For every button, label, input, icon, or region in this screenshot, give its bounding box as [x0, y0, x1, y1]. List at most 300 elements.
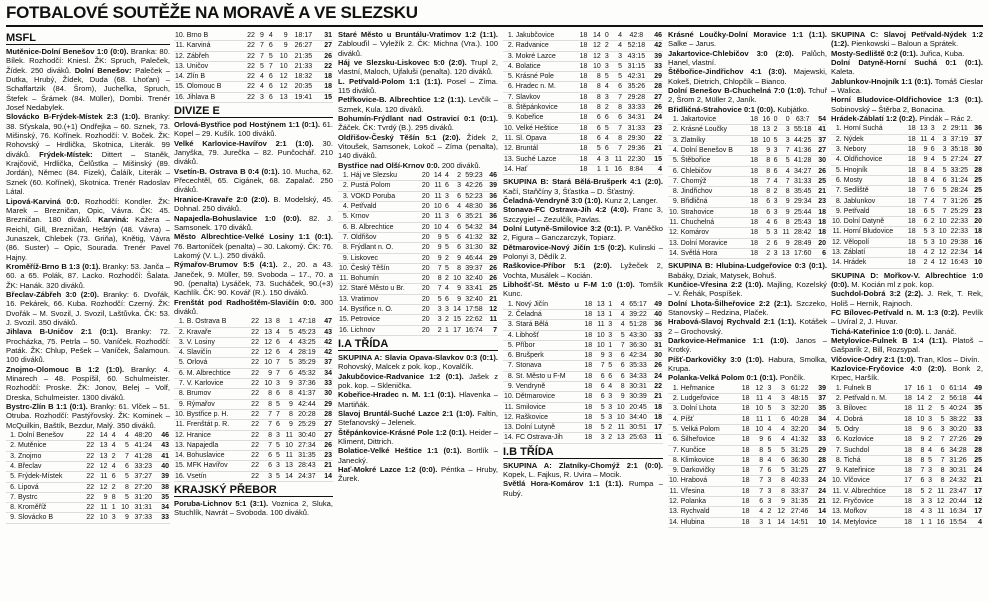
cell-rank: 6. [831, 175, 843, 185]
cell-score: 52:18 [623, 41, 650, 51]
cell-points: 21 [813, 496, 827, 506]
table-row [174, 358, 333, 368]
cell-score: 28:19 [294, 348, 320, 358]
cell-points: 10 [971, 258, 983, 268]
match-report: Tichá-Kateřinice 1:0 (0:0). L. Janáč. [831, 326, 957, 336]
cell-played: 18 [581, 433, 593, 443]
cell-losses: 5 [117, 441, 130, 451]
cell-points: 39 [157, 472, 170, 482]
cell-draws: 4 [265, 31, 274, 41]
table-row [668, 424, 827, 434]
cell-played: 22 [247, 440, 260, 450]
cell-draws: 3 [925, 466, 933, 476]
cell-team: Stonava [515, 361, 581, 371]
standings-table [668, 115, 827, 259]
match-report: Hranice-Kravaře 2:0 (2:0). B. Modelský, 45. Dohnal. 250 diváků. [174, 194, 333, 214]
cell-points: 22 [318, 61, 333, 71]
cell-rank: 3. [338, 191, 350, 201]
cell-score: 35:26 [623, 82, 650, 92]
cell-score: 33:33 [623, 103, 650, 113]
cell-points: 11 [486, 315, 498, 325]
cell-rank: 11. [832, 228, 842, 236]
cell-draws: 3 [273, 379, 281, 389]
cell-score: 18:32 [289, 72, 319, 82]
match-reports [6, 47, 170, 430]
table-row [668, 135, 827, 145]
cell-played: 18 [737, 476, 751, 486]
cell-rank: 3. [503, 51, 515, 61]
cell-points: 21 [320, 461, 333, 471]
cell-played: 18 [575, 72, 588, 82]
cell-team: Mořkov [843, 507, 901, 517]
match-report: Píšť-Darkovičky 3:0 (1:0). Habura, Smolka, Krupa. [668, 354, 827, 374]
cell-played: 18 [581, 361, 593, 371]
cell-losses: 8 [778, 187, 790, 197]
cell-played: 18 [905, 155, 917, 165]
cell-rank: 4. [6, 461, 17, 471]
cell-points: 23 [320, 451, 333, 461]
table-row [831, 404, 983, 414]
table-row [831, 186, 983, 196]
cell-wins: 6 [260, 461, 273, 471]
cell-team: Štěpánkovice [515, 103, 575, 113]
cell-score: 8:84 [623, 164, 650, 174]
cell-wins: 7 [593, 361, 605, 371]
cell-score: 34:40 [626, 412, 651, 422]
cell-losses: 4 [450, 202, 462, 212]
cell-team: Frýdlant n. O. [350, 243, 419, 253]
cell-team: Ludgeřovice [680, 394, 737, 404]
match-report: Libhošť-St. Město u F-M 1:0 (1:0). Tomšík Kunc. [503, 279, 663, 299]
cell-rank: 13. [669, 239, 679, 247]
cell-points: 42 [650, 41, 663, 51]
cell-rank: 7. [831, 186, 843, 196]
cell-score: 32:40 [462, 274, 486, 284]
cell-losses: 12 [274, 82, 289, 92]
table-row [6, 472, 170, 482]
cell-score: 35:29 [294, 358, 320, 368]
table-row [174, 317, 333, 327]
cell-rank: 10. [504, 124, 514, 132]
table-row [831, 424, 983, 434]
cell-draws: 5 [273, 471, 281, 481]
cell-played: 18 [747, 166, 759, 176]
match-report: Kunčice-Vřesina 2:2 (1:0). Majling, Kozelský – V. Řehák, Pospíšek. [668, 279, 827, 299]
table-row [831, 414, 983, 424]
cell-rank: 10. [832, 477, 842, 485]
cell-rank: 10. [175, 32, 185, 39]
table-row [831, 175, 983, 185]
cell-draws: 4 [764, 424, 772, 434]
cell-rank: 1. [503, 31, 515, 41]
cell-draws: 5 [602, 72, 610, 82]
cell-points: 28 [813, 455, 827, 465]
cell-points: 30 [650, 351, 663, 361]
cell-score: 41:32 [462, 232, 486, 242]
cell-draws: 5 [764, 445, 772, 455]
cell-rank: 7. [503, 92, 515, 102]
table-row [831, 217, 983, 227]
cell-draws: 3 [925, 414, 933, 424]
cell-team: Strahovice [680, 207, 747, 217]
cell-score: 22:33 [947, 217, 971, 227]
match-report: Orlová-Bystřice pod Hostýnem 1:1 (0:1). 61. Kopel – 29. Kušík. 100 diváků. [174, 120, 333, 139]
cell-points: 27 [813, 466, 827, 476]
cell-points: 27 [318, 41, 333, 51]
cell-rank: 6. [668, 166, 680, 176]
cell-score: 28:49 [791, 238, 815, 248]
cell-points: 37 [320, 358, 333, 368]
cell-wins: 11 [750, 414, 764, 424]
cell-draws: 3 [764, 384, 772, 394]
cell-team: Komárov [680, 228, 747, 238]
cell-draws: 1 [602, 164, 610, 174]
cell-played: 18 [905, 227, 917, 237]
table-row [338, 202, 498, 212]
cell-score: 48:30 [462, 202, 486, 212]
cell-team: Bystřice p. H. [186, 409, 247, 419]
cell-points: 25 [971, 196, 983, 206]
match-reports [174, 120, 333, 316]
cell-team: Hlubina [680, 517, 737, 527]
cell-team: Libhošť [515, 330, 581, 340]
cell-draws: 3 [602, 154, 610, 164]
cell-rank: 7. [6, 492, 17, 502]
cell-rank: 12. [339, 285, 349, 293]
match-report: Velké Karlovice-Havířov 2:1 (1:0). 30. Janyška, 79. Jurečka – 82. Punčochář. 210 diváků. [174, 138, 333, 167]
cell-played: 18 [575, 164, 588, 174]
cell-draws: 6 [929, 186, 936, 196]
cell-draws: 2 [443, 315, 450, 325]
cell-points: 24 [813, 476, 827, 486]
match-report: Bystrc-Zlín B 1:1 (0:1). Branky: 61. Vlček – 51. Otruba. Rozhodčí: Pastýřovský. ŽK: Kominek – McQuilkin, Baštík, Bezdur, Malý. 350 diváků. [6, 402, 170, 430]
cell-rank: 1. [831, 124, 843, 134]
table-row [503, 340, 663, 350]
cell-draws: 3 [929, 237, 936, 247]
table-row [338, 222, 498, 232]
table-row [831, 134, 983, 144]
cell-rank: 14. [669, 518, 679, 526]
cell-wins: 7 [256, 51, 265, 61]
cell-played: 20 [419, 171, 431, 181]
standings-table [831, 384, 983, 528]
cell-draws: 3 [273, 430, 281, 440]
cell-played: 18 [747, 145, 759, 155]
cell-draws: 4 [602, 82, 610, 92]
cell-played: 18 [900, 496, 913, 506]
cell-losses: 7 [936, 206, 948, 216]
cell-losses: 8 [281, 409, 294, 419]
cell-played: 18 [900, 486, 913, 496]
cell-wins: 4 [917, 248, 929, 258]
table-row [6, 513, 170, 523]
cell-score: 29:11 [947, 124, 971, 134]
match-report: Stonava-FC Ostrava-Jih 4:2 (4:0). Franc 3, Szczygiel – Zezulčík, Pavlas. [503, 205, 663, 224]
cell-losses: 12 [772, 507, 786, 517]
cell-points: 14 [813, 507, 827, 517]
cell-team: Vlčovice [843, 476, 901, 486]
cell-draws: 3 [771, 248, 778, 258]
cell-team: Chlebičov [680, 166, 747, 176]
cell-score: 56:18 [945, 394, 970, 404]
cell-score: 25:43 [791, 218, 815, 228]
cell-draws: 2 [925, 394, 933, 404]
cell-losses: 10 [450, 274, 462, 284]
cell-played: 18 [581, 382, 593, 392]
cell-wins: 9 [431, 253, 443, 263]
cell-rank: 14. [504, 434, 514, 442]
match-report: Hať-Mokré Lazce 1:2 (0:0). Péntka – Hruby, Žurek. [338, 465, 498, 484]
cell-losses: 9 [117, 513, 130, 523]
cell-team: Nebory [843, 145, 905, 155]
match-report: Kroměříž-Brno B 1:3 (0:1). Branky: 53. Janča – 60. a 65. Polák, 87. Lacko. Rozhodčí: Šalata. ŽK: Hanák. 320 diváků. [6, 261, 170, 290]
cell-team: Chuchelná [680, 218, 747, 228]
table-row [831, 258, 983, 268]
cell-wins: 13 [260, 327, 273, 337]
cell-points: 18 [971, 227, 983, 237]
cell-draws: 5 [929, 206, 936, 216]
cell-losses: 7 [778, 176, 790, 186]
cell-team: Tichá [843, 455, 901, 465]
cell-draws: 0 [771, 115, 778, 125]
cell-points: 27 [320, 430, 333, 440]
cell-wins: 6 [759, 197, 771, 207]
cell-score: 42:34 [626, 351, 651, 361]
cell-score: 30:51 [626, 423, 651, 433]
cell-rank: 7. [668, 176, 680, 186]
cell-losses: 6 [613, 361, 625, 371]
cell-wins: 6 [588, 113, 601, 123]
cell-team: Metylovice [843, 517, 901, 527]
table-row [668, 384, 827, 394]
match-report: L. Petřvald-Polom 1:1 (1:1). Posel – Zíma. 115 diváků. [338, 76, 498, 96]
cell-draws: 2 [925, 486, 933, 496]
cell-points: 33 [650, 330, 663, 340]
table-row [668, 404, 827, 414]
cell-played: 18 [900, 466, 913, 476]
cell-team: Kunčice [680, 445, 737, 455]
table-row [338, 305, 498, 315]
cell-played: 18 [737, 435, 751, 445]
cell-points: 42 [320, 348, 333, 358]
cell-team: Frýdek-Místek [17, 472, 82, 482]
cell-score: 24:32 [945, 476, 970, 486]
cell-team: Bystrc [17, 492, 82, 502]
cell-score: 29:36 [623, 144, 650, 154]
cell-draws: 2 [764, 507, 772, 517]
cell-team: Kateřinice [843, 466, 901, 476]
cell-points: 40 [650, 309, 663, 319]
cell-draws: 4 [771, 176, 778, 186]
table-row [6, 461, 170, 471]
cell-losses: 9 [450, 253, 462, 263]
cell-points: 4 [650, 164, 663, 174]
cell-played: 18 [900, 424, 913, 434]
table-row [668, 207, 827, 217]
table-row [503, 361, 663, 371]
cell-rank: 9. [668, 197, 680, 207]
cell-points: 33 [970, 424, 983, 434]
table-row [6, 503, 170, 513]
match-report: Mosty-Sedliště 0:2 (0:1). Juřica, Kuba. [831, 48, 965, 58]
cell-rank: 5. [503, 72, 515, 82]
cell-points: 26 [320, 440, 333, 450]
cell-wins: 4 [759, 218, 771, 228]
match-report: FC Bílovec-Petřvald n. M. 1:3 (0:2). Pevlík – Uvíral 2, J. Huvar. [831, 307, 983, 327]
cell-team: Dolní Lutyně [515, 423, 581, 433]
cell-points: 39 [650, 51, 663, 61]
cell-wins: 10 [95, 513, 108, 523]
cell-wins: 9 [750, 435, 764, 445]
table-row [831, 206, 983, 216]
table-row [503, 320, 663, 330]
table-row [174, 82, 333, 92]
cell-rank: 1. [338, 171, 350, 181]
table-row [174, 368, 333, 378]
cell-score: 15:54 [945, 517, 970, 527]
cell-wins: 6 [917, 206, 929, 216]
table-row [503, 82, 663, 92]
cell-played: 22 [82, 482, 95, 492]
cell-points: 18 [318, 72, 333, 82]
cell-score: 54:32 [462, 222, 486, 232]
cell-points: 25 [970, 455, 983, 465]
cell-draws: 6 [602, 113, 610, 123]
cell-rank: 6. [503, 82, 515, 92]
cell-losses: 6 [450, 232, 462, 242]
cell-rank: 2. [503, 309, 515, 319]
cell-wins: 9 [913, 424, 926, 434]
table-row [338, 253, 498, 263]
cell-rank: 14. [175, 73, 185, 81]
cell-draws: 6 [265, 72, 274, 82]
cell-team: Kobeřice [515, 113, 575, 123]
cell-team: Hať [515, 164, 575, 174]
cell-losses: 6 [450, 191, 462, 201]
cell-points: 21 [486, 294, 498, 304]
cell-score: 42:31 [623, 72, 650, 82]
cell-team: Bohuslavice [186, 451, 247, 461]
cell-score: 39:22 [626, 309, 651, 319]
cell-losses: 8 [772, 486, 786, 496]
cell-team: Bolatice [515, 61, 575, 71]
match-report: Rýmařov-Brumov 5:5 (4:1). 2., 20. a 43. Janeček, 9. Müller, 59. Svoboda – 17., 70. a 90. (penalta) Lysáček, 73. Sucháček, 90.(+3) Kachlík. ČK: 90. Kovář (R.). 150 diváků. [174, 260, 333, 298]
cell-score: 19:41 [289, 92, 319, 102]
cell-points: 36 [486, 191, 498, 201]
cell-losses: 7 [610, 123, 623, 133]
table-row [503, 392, 663, 402]
cell-score: 27:34 [294, 440, 320, 450]
cell-losses: 5 [936, 155, 948, 165]
cell-wins: 6 [913, 476, 926, 486]
cell-draws: 3 [764, 486, 772, 496]
cell-played: 18 [905, 175, 917, 185]
cell-wins: 8 [260, 389, 273, 399]
cell-played: 18 [737, 424, 751, 434]
cell-draws: 4 [273, 327, 281, 337]
cell-draws: 3 [771, 197, 778, 207]
section-heading: DIVIZE E [174, 105, 333, 118]
table-row [338, 274, 498, 284]
cell-losses: 11 [933, 507, 946, 517]
cell-team: Darkovičky [680, 466, 737, 476]
table-row [668, 248, 827, 258]
match-report: Kazlovice-Fryčovice 4:0 (2:0). Bonk 2, Krpec, Haršík. [831, 364, 983, 383]
cell-draws: 2 [606, 423, 614, 433]
cell-points: 27 [650, 92, 663, 102]
cell-team: Zábřeh [186, 51, 241, 61]
cell-losses: 9 [281, 420, 294, 430]
cell-rank: 7. [174, 379, 186, 389]
cell-rank: 13. [175, 62, 185, 70]
cell-losses: 3 [772, 394, 786, 404]
cell-played: 22 [82, 503, 95, 513]
cell-draws: 5 [273, 399, 281, 409]
cell-team: Mutěnice [17, 441, 82, 451]
cell-team: Horní Suchá [843, 124, 905, 134]
cell-team: Mokré Lazce [515, 51, 575, 61]
cell-wins: 10 [913, 414, 926, 424]
cell-played: 18 [900, 455, 913, 465]
cell-wins: 12 [95, 461, 108, 471]
cell-team: Sedliště [843, 186, 905, 196]
cell-team: Brno B [186, 31, 241, 41]
cell-draws: 6 [771, 166, 778, 176]
cell-draws: 4 [764, 455, 772, 465]
cell-draws: 2 [602, 41, 610, 51]
table-row [668, 228, 827, 238]
match-report: Dolní Benešov B-Chuchelná 7:0 (1:0). Tchuř 2, Šrom 2, Müller 2, Janík. [668, 86, 827, 105]
match-report: Vsetín-B. Ostrava B 0:4 (0:1). 10. Mucha, 62. Přecechtěl, 65. Cigánek, 68. Zapalač. 250 diváků. [174, 166, 333, 195]
cell-played: 20 [419, 202, 431, 212]
cell-draws: 6 [929, 145, 936, 155]
cell-losses: 5 [610, 61, 623, 71]
cell-wins: 9 [256, 31, 265, 41]
table-row [668, 455, 827, 465]
cell-losses: 11 [778, 228, 790, 238]
cell-score: 14:51 [786, 517, 813, 527]
cell-wins: 2 [431, 325, 443, 335]
cell-draws: 3 [273, 461, 281, 471]
cell-team: Kroměříž [17, 503, 82, 513]
cell-played: 18 [747, 115, 759, 125]
cell-wins: 11 [593, 320, 605, 330]
cell-losses: 4 [613, 309, 625, 319]
cell-wins: 10 [431, 222, 443, 232]
table-row [174, 72, 333, 82]
match-report: Jakubčovice-Radvanice 1:2 (0:1). Jašek z pok. kop. – Sklenička. [338, 371, 498, 390]
cell-wins: 6 [759, 207, 771, 217]
match-report: Lipová-Karviná 0:0. Rozhodčí: Kondler. ŽK: Marek – Brezničan, Opic, Vávra. ČK: 45. Brezničan. 180 diváků. Karviná: Kažera – Reichl, Gill, Brezničan, Heštýn (48. Vávra) – Junaszek, Chlebek (73. Griňa), Knětig, Vávra (86. Suster) – Opic, Souradа. Trenér Pavel Hajny. [6, 196, 170, 262]
match-report: Jablunkov-Hnojník 1:1 (0:1). Tomáš Cieslar – Walica. [831, 76, 983, 96]
cell-wins: 14 [913, 394, 926, 404]
cell-wins: 1 [913, 517, 926, 527]
cell-draws: 2 [929, 248, 936, 258]
match-reports [503, 177, 663, 298]
cell-rank: 2. [338, 181, 350, 191]
match-report: Bolatice-Velké Heštice 1:1 (0:1). Bortlík – Janecký. [338, 446, 498, 465]
cell-losses: 9 [778, 238, 790, 248]
cell-points: 30 [320, 389, 333, 399]
cell-played: 18 [905, 196, 917, 206]
table-row [831, 196, 983, 206]
cell-points: 4 [970, 517, 983, 527]
cell-wins: 8 [913, 455, 926, 465]
cell-draws: 6 [764, 435, 772, 445]
table-row [338, 243, 498, 253]
table-row [503, 113, 663, 123]
column-5 [668, 30, 827, 600]
